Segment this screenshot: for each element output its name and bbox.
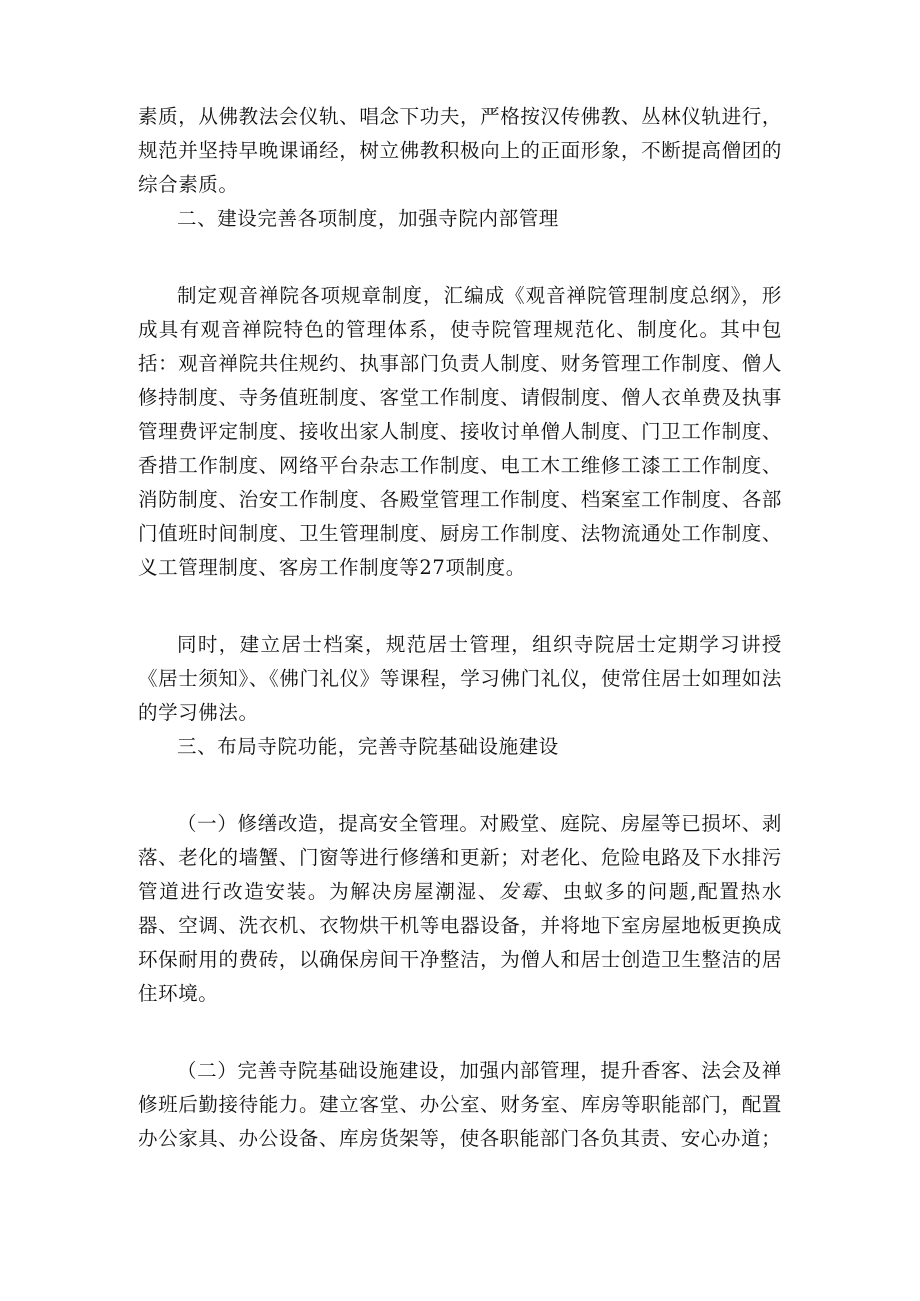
paragraph-repair-italic: 发霉 — [499, 880, 542, 903]
section-heading-3: 三、布局寺院功能，完善寺院基础设施建设 — [177, 735, 559, 758]
paragraph-laity: 同时，建立居士档案，规范居士管理，组织寺院居士定期学习讲授《居士须知》、《佛门礼仪》等课程，学习佛门礼仪，使常住居士如理如法的学习佛法。 — [138, 633, 782, 724]
paragraph-rules: 制定观音禅院各项规章制度，汇编成《观音禅院管理制度总纲》，形成具有观音禅院特色的管理体系，使寺院管理规范化、制度化。其中包括：观音禅院共住规约、执事部门负责人制度、财务管理工作制度、僧人修持制度、寺务值班制度、客堂工作制度、请假制度、僧人衣单费及执事管理费评定制度、接收出家人制度、接收讨单僧人制度、门卫工作制度、香措工作制度、网络平台杂志工作制度、电工木工维修工漆工工作制度、消防制度、治安工作制度、各殿堂管理工作制度、档案室工作制度、各部门值班时间制度、卫生管理制度、厨房工作制度、法物流通处工作制度、义工管理制度、客房工作制度等27项制度。 — [138, 284, 782, 579]
paragraph-repair-part-a: （一）修缮改造，提高安全管理。对殿堂、庭院、房屋等已损坏、剥落、老化的墙蟹、门窗等进行修缮和更新；对老化、危险电路及下水排污管道进行改造安装。为解决房屋潮湿、 — [138, 812, 782, 903]
paragraph-repair-part-b: 、虫蚁多的问题,配置热水器、空调、洗衣机、衣物烘干机等电器设备，并将地下室房屋地板更换成环保耐用的费砖，以确保房间干净整洁，为僧人和居士创造卫生整洁的居住环境。 — [138, 880, 782, 1005]
paragraph-facilities: （二）完善寺院基础设施建设，加强内部管理，提升香客、法会及禅修班后勤接待能力。建立客堂、办公室、财务室、库房等职能部门，配置办公家具、办公设备、库房货架等，使各职能部门各负其责、安心办道； — [138, 1059, 782, 1150]
paragraph-repair — [138, 807, 782, 1011]
section-heading-2: 二、建设完善各项制度，加强寺院内部管理 — [177, 207, 559, 230]
paragraph-intro: 素质，从佛教法会仪轨、唱念下功夫，严格按汉传佛教、丛林仪轨进行，规范并坚持早晚课诵经，树立佛教积极向上的正面形象，不断提高僧团的综合素质。 — [138, 105, 782, 196]
